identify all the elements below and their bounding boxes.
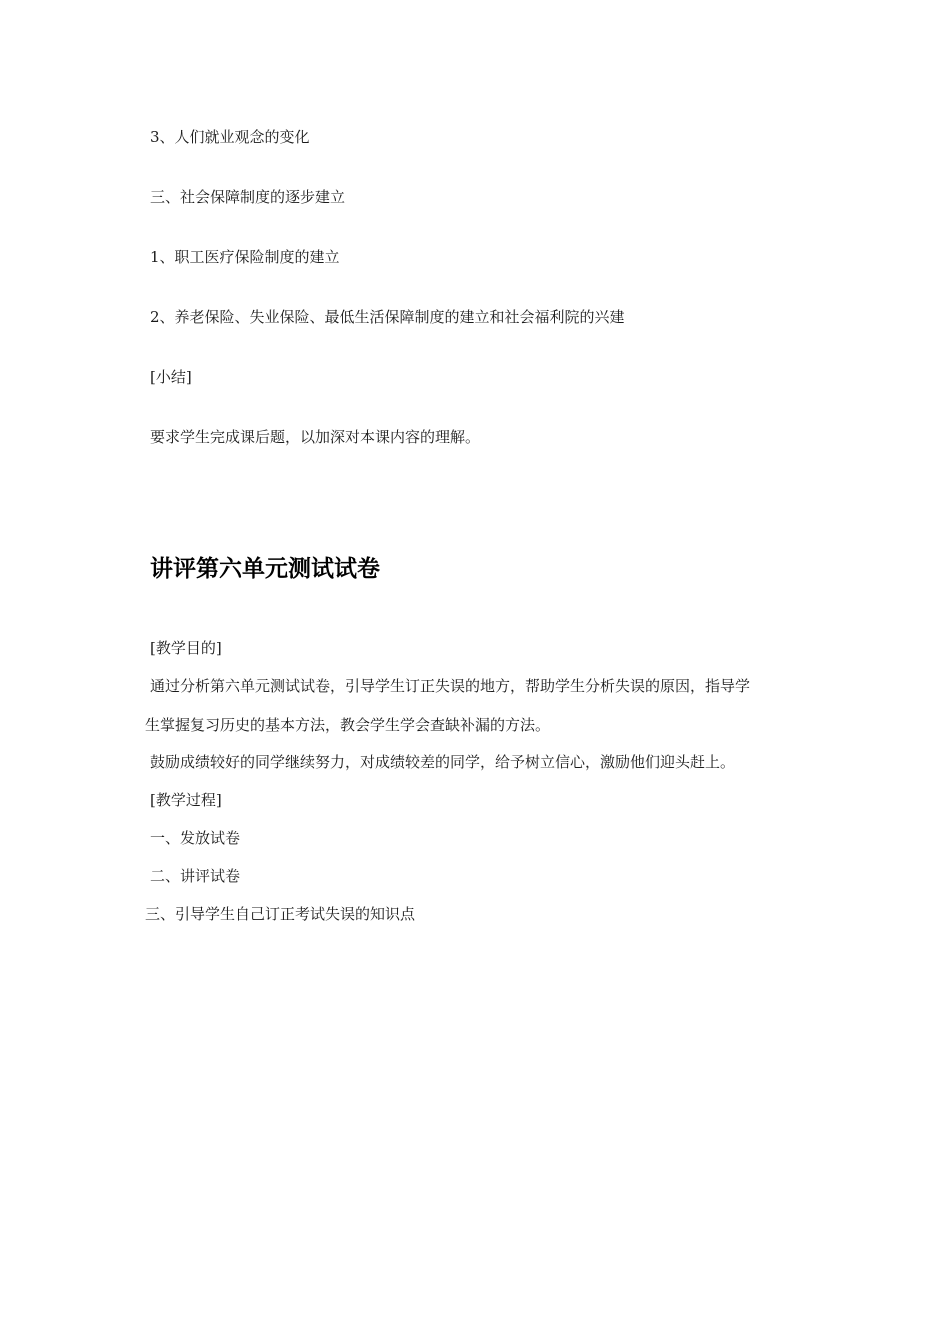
section1-line-3: 1、职工医疗保险制度的建立	[150, 248, 340, 266]
process-item-2: 二、讲评试卷	[150, 867, 241, 885]
summary-text: 要求学生完成课后题，以加深对本课内容的理解。	[150, 428, 481, 446]
process-item-3: 三、引导学生自己订正考试失误的知识点	[145, 905, 416, 923]
process-label: [教学过程]	[150, 791, 222, 809]
summary-label: [小结]	[150, 368, 192, 386]
objective-line-3: 鼓励成绩较好的同学继续努力，对成绩较差的同学，给予树立信心，激励他们迎头赶上。	[150, 753, 736, 771]
section1-line-4: 2、养老保险、失业保险、最低生活保障制度的建立和社会福利院的兴建	[150, 308, 625, 326]
objective-label: [教学目的]	[150, 639, 222, 657]
process-item-1: 一、发放试卷	[150, 829, 241, 847]
section1-line-1: 3、人们就业观念的变化	[150, 128, 310, 146]
objective-line-2: 生掌握复习历史的基本方法，教会学生学会查缺补漏的方法。	[145, 716, 551, 734]
lesson-title: 讲评第六单元测试试卷	[150, 556, 380, 582]
objective-line-1: 通过分析第六单元测试试卷，引导学生订正失误的地方，帮助学生分析失误的原因，指导学	[150, 677, 751, 695]
section1-line-2: 三、社会保障制度的逐步建立	[150, 188, 346, 206]
